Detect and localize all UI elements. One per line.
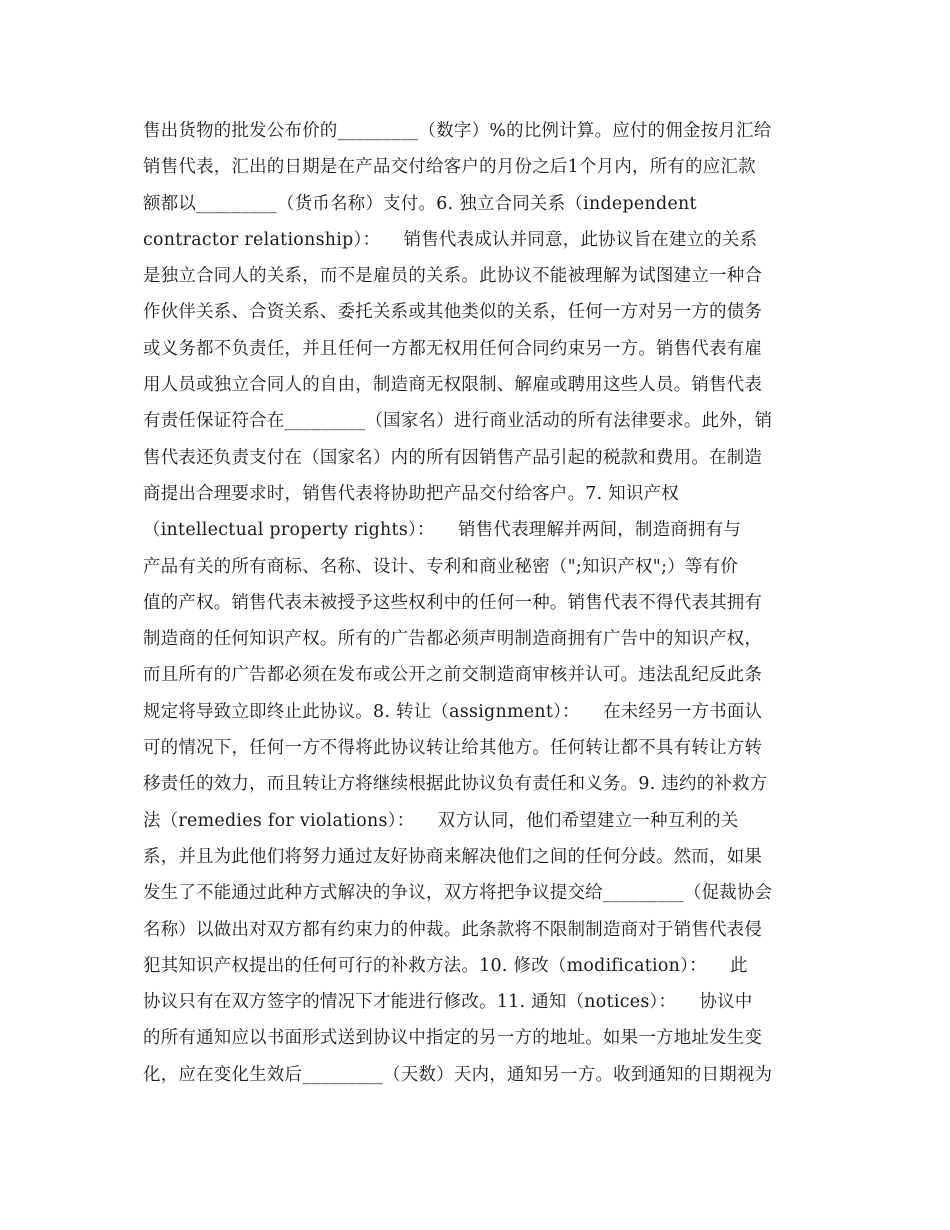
text-line: 规定将导致立即终止此协议。8. 转让（assignment）： 在未经另一方书面认: [143, 701, 763, 722]
text-line: 制造商的任何知识产权。所有的广告都必须声明制造商拥有广告中的知识产权，: [143, 629, 763, 650]
text-line: 商提出合理要求时，销售代表将协助把产品交付给客户。7. 知识产权: [143, 483, 680, 504]
text-line: 或义务都不负责任，并且任何一方都无权用任何合同约束另一方。销售代表有雇: [143, 338, 763, 359]
text-line: 系，并且为此他们将努力通过友好协商来解决他们之间的任何分歧。然而，如果: [143, 846, 763, 867]
text-line: 发生了不能通过此种方式解决的争议，双方将把争议提交给_________（促裁协会: [143, 883, 773, 904]
text-line: 化，应在变化生效后_________（天数）天内，通知另一方。收到通知的日期视为: [143, 1064, 773, 1085]
text-line: 的所有通知应以书面形式送到协议中指定的另一方的地址。如果一方地址发生变: [143, 1028, 763, 1049]
text-line: 售出货物的批发公布价的_________（数字）%的比例计算。应付的佣金按月汇给: [143, 121, 772, 141]
text-line: 值的产权。销售代表未被授予这些权利中的任何一种。销售代表不得代表其拥有: [143, 592, 763, 613]
text-line: 协议只有在双方签字的情况下才能进行修改。11. 通知（notices）： 协议中: [143, 992, 753, 1013]
text-line: 法（remedies for violations）： 双方认同，他们希望建立一种互利的关: [143, 810, 739, 831]
text-line: contractor relationship）： 销售代表成认并同意，此协议旨在建立的关系: [143, 229, 758, 250]
text-line: 产品有关的所有商标、名称、设计、专利和商业秘密（";知识产权";）等有价: [143, 556, 739, 577]
text-line: 是独立合同人的关系，而不是雇员的关系。此协议不能被理解为试图建立一种合: [143, 266, 763, 287]
text-line: 移责任的效力，而且转让方将继续根据此协议负有责任和义务。9. 违约的补救方: [143, 774, 768, 795]
text-line: 额都以_________（货币名称）支付。6. 独立合同关系（independent: [143, 193, 697, 214]
text-line: 作伙伴关系、合资关系、委托关系或其他类似的关系，任何一方对另一方的债务: [143, 302, 763, 323]
text-line: 而且所有的广告都必须在发布或公开之前交制造商审核并认可。违法乱纪反此条: [143, 665, 763, 686]
text-line: 有责任保证符合在_________（国家名）进行商业活动的所有法律要求。此外，销: [143, 411, 773, 432]
text-line: 名称）以做出对双方都有约束力的仲裁。此条款将不限制制造商对于销售代表侵: [143, 919, 763, 940]
text-line: 销售代表，汇出的日期是在产品交付给客户的月份之后1个月内，所有的应汇款: [143, 157, 756, 178]
text-line: 用人员或独立合同人的自由，制造商无权限制、解雇或聘用这些人员。销售代表: [143, 375, 763, 396]
document-page: [143, 113, 813, 1093]
text-line: 可的情况下，任何一方不得将此协议转让给其他方。任何转让都不具有转让方转: [143, 738, 763, 759]
text-line: （intellectual property rights）： 销售代表理解并两间，制造商拥有与: [143, 520, 742, 541]
text-line: 犯其知识产权提出的任何可行的补救方法。10. 修改（modification）： 此: [143, 955, 748, 976]
text-line: 售代表还负责支付在（国家名）内的所有因销售产品引起的税款和费用。在制造: [143, 447, 763, 468]
